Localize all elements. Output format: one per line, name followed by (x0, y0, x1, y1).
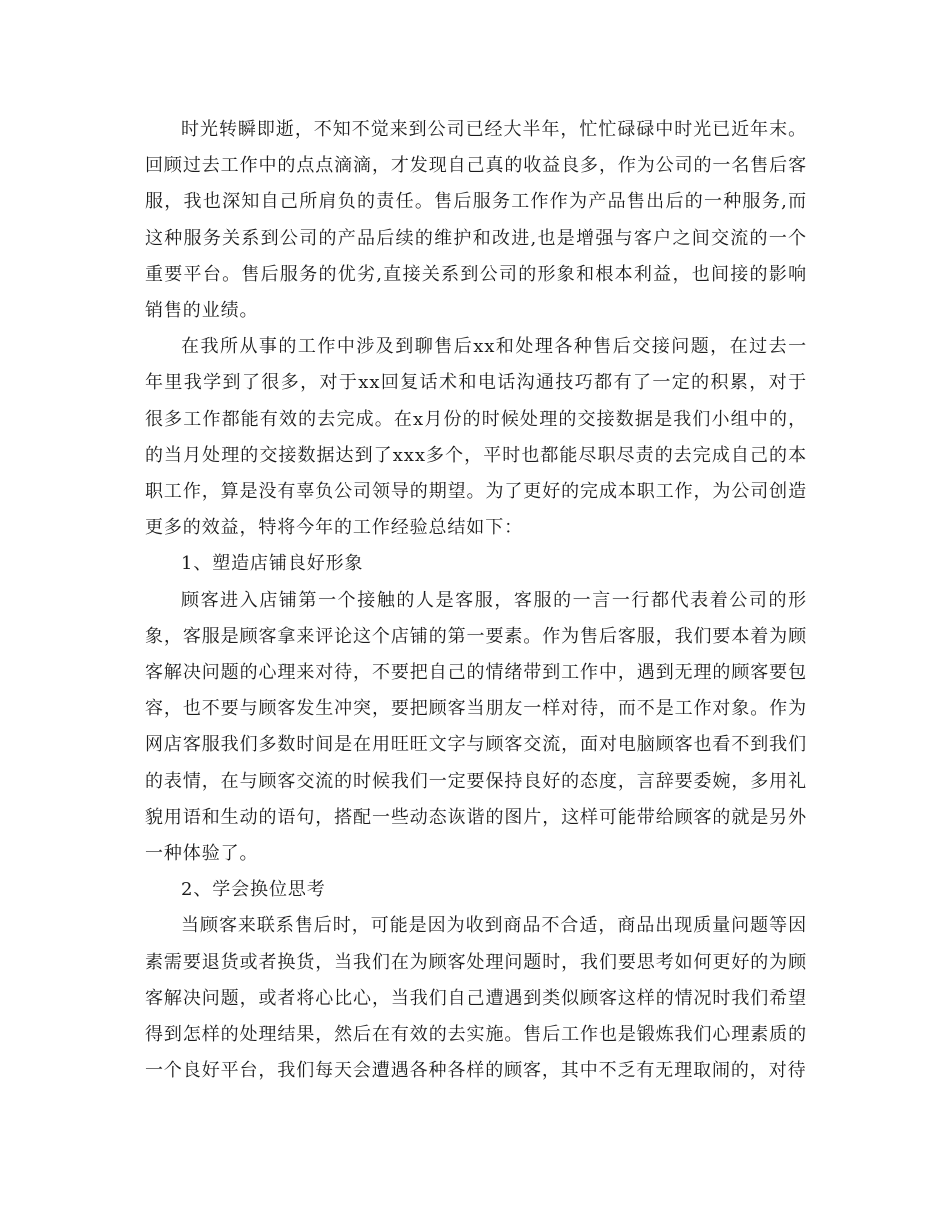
paragraph-store-image: 顾客进入店铺第一个接触的人是客服，客服的一言一行都代表着公司的形象，客服是顾客拿来评论这个店铺的第一要素。作为售后客服，我们要本着为顾客解决问题的心理来对待，不要把自己的情绪带到工作中，遇到无理的顾客要包容，也不要与顾客发生冲突，要把顾客当朋友一样对待，而不是工作对象。作为网店客服我们多数时间是在用旺旺文字与顾客交流，面对电脑顾客也看不到我们的表情，在与顾客交流的时候我们一定要保持良好的态度，言辞要委婉，多用礼貌用语和生动的语句，搭配一些动态诙谐的图片，这样可能带给顾客的就是另外一种体验了。 (145, 589, 807, 865)
paragraph-work-summary: 在我所从事的工作中涉及到聊售后xx和处理各种售后交接问题，在过去一年里我学到了很多，对于xx回复话术和电话沟通技巧都有了一定的积累，对于很多工作都能有效的去完成。在x月份的时候处理的交接数据是我们小组中的，的当月处理的交接数据达到了xxx多个，平时也都能尽职尽责的去完成自己的本职工作，算是没有辜负公司领导的期望。为了更好的完成本职工作，为公司创造更多的效益，特将今年的工作经验总结如下： (145, 336, 807, 539)
document-body (145, 112, 807, 1089)
section-heading-2: 2、学会换位思考 (181, 879, 326, 901)
section-heading-1: 1、塑造店铺良好形象 (181, 553, 364, 575)
paragraph-intro: 时光转瞬即逝，不知不觉来到公司已经大半年，忙忙碌碌中时光已近年末。回顾过去工作中的点点滴滴，才发现自己真的收益良多，作为公司的一名售后客服，我也深知自己所肩负的责任。售后服务工作作为产品售出后的一种服务,而这种服务关系到公司的产品后续的维护和改进,也是增强与客户之间交流的一个重要平台。售后服务的优劣,直接关系到公司的形象和根本利益，也间接的影响销售的业绩。 (145, 119, 807, 322)
paragraph-empathy: 当顾客来联系售后时，可能是因为收到商品不合适，商品出现质量问题等因素需要退货或者换货，当我们在为顾客处理问题时，我们要思考如何更好的为顾客解决问题，或者将心比心，当我们自己遭遇到类似顾客这样的情况时我们希望得到怎样的处理结果，然后在有效的去实施。售后工作也是锻炼我们心理素质的一个良好平台，我们每天会遭遇各种各样的顾客，其中不乏有无理取闹的，对待 (145, 915, 807, 1082)
